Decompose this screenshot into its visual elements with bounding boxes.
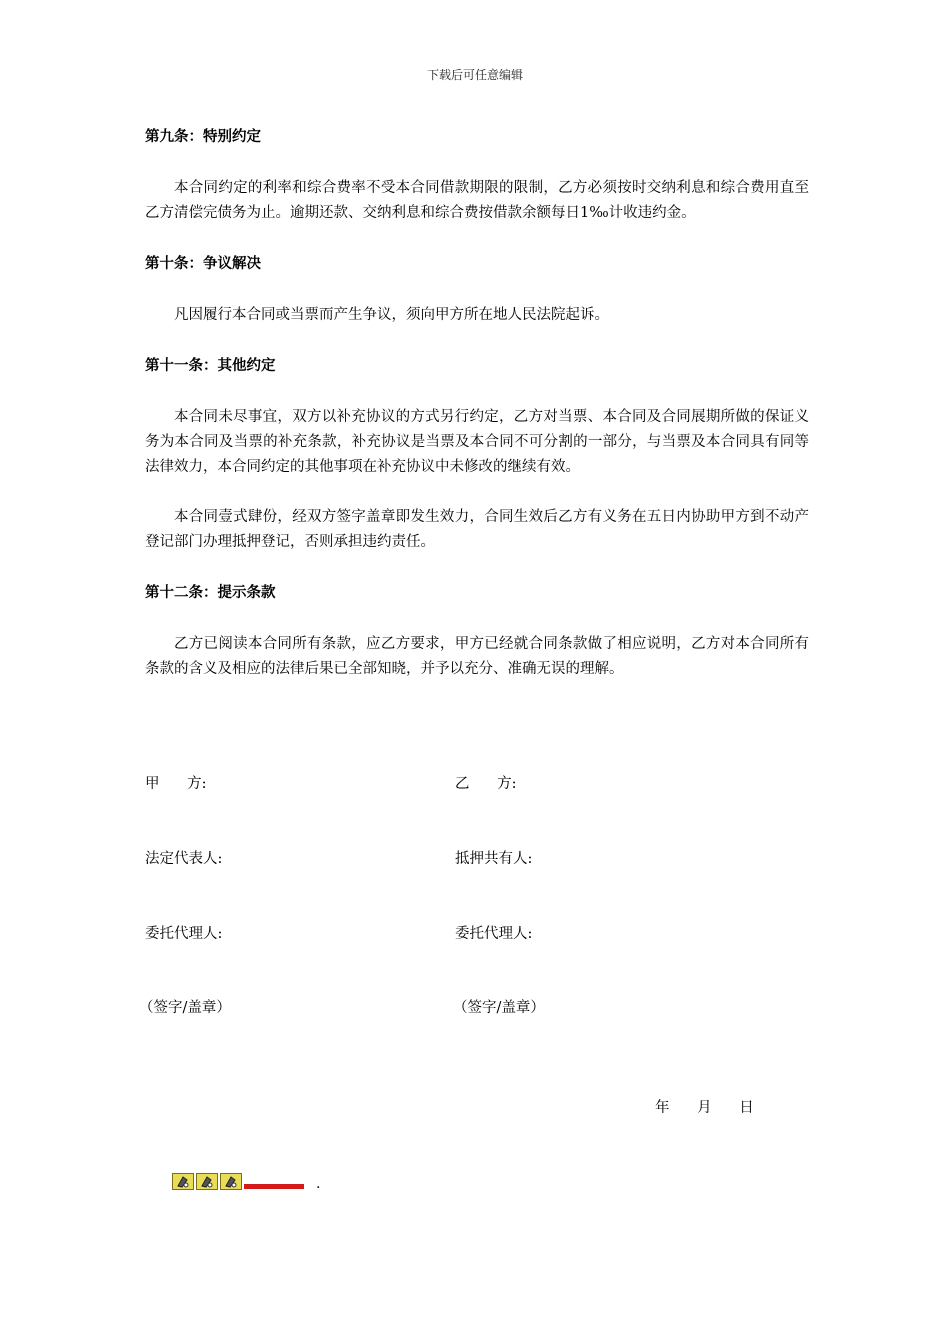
mortgage-co-owner-label: 抵押共有人: bbox=[455, 851, 533, 867]
signature-block bbox=[139, 772, 809, 1032]
logo-icon bbox=[172, 1173, 194, 1190]
party-a-label: 甲 方: bbox=[145, 776, 207, 792]
logo-icon bbox=[220, 1173, 242, 1190]
section-12-paragraph: 乙方已阅读本合同所有条款，应乙方要求，甲方已经就合同条款做了相应说明，乙方对本合同所有条款的含义及相应的法律后果已全部知晓，并予以充分、准确无误的理解。 bbox=[145, 636, 809, 677]
legal-representative-label: 法定代表人: bbox=[145, 851, 223, 867]
section-11-paragraph-1: 本合同未尽事宜，双方以补充协议的方式另行约定，乙方对当票、本合同及合同展期所做的保证义务为本合同及当票的补充条款，补充协议是当票及本合同不可分割的一部分，与当票及本合同具有同等法律效力，本合同约定的其他事项在补充协议中未修改的继续有效。 bbox=[145, 409, 809, 475]
party-b-label: 乙 方: bbox=[455, 776, 517, 792]
logo-bar bbox=[244, 1184, 304, 1189]
contract-body bbox=[145, 124, 809, 707]
party-a-agent-label: 委托代理人: bbox=[145, 926, 223, 942]
party-b-agent-label: 委托代理人: bbox=[455, 926, 533, 942]
logo-icon bbox=[196, 1173, 218, 1190]
section-heading-10: 第十条：争议解决 bbox=[145, 256, 261, 272]
section-heading-11: 第十一条：其他约定 bbox=[145, 358, 276, 374]
section-9-paragraph: 本合同约定的利率和综合费率不受本合同借款期限的限制，乙方必须按时交纳利息和综合费用直至乙方清偿完债务为止。逾期还款、交纳利息和综合费按借款余额每日1‰计收违约金。 bbox=[145, 180, 809, 221]
footer-logo bbox=[172, 1173, 304, 1191]
section-11-paragraph-2: 本合同壹式肆份，经双方签字盖章即发生效力，合同生效后乙方有义务在五日内协助甲方到不动产登记部门办理抵押登记，否则承担违约责任。 bbox=[145, 509, 809, 550]
page-header: 下载后可任意编辑 bbox=[426, 68, 523, 82]
footer-dot: . bbox=[316, 1176, 321, 1192]
section-heading-12: 第十二条：提示条款 bbox=[145, 585, 276, 601]
party-b-sign-seal: （签字/盖章） bbox=[453, 1000, 545, 1016]
party-a-sign-seal: （签字/盖章） bbox=[139, 1000, 231, 1016]
section-10-paragraph: 凡因履行本合同或当票而产生争议，须向甲方所在地人民法院起诉。 bbox=[174, 307, 609, 323]
section-heading-9: 第九条：特别约定 bbox=[145, 129, 261, 145]
date-line: 年 月 日 bbox=[655, 1100, 754, 1116]
